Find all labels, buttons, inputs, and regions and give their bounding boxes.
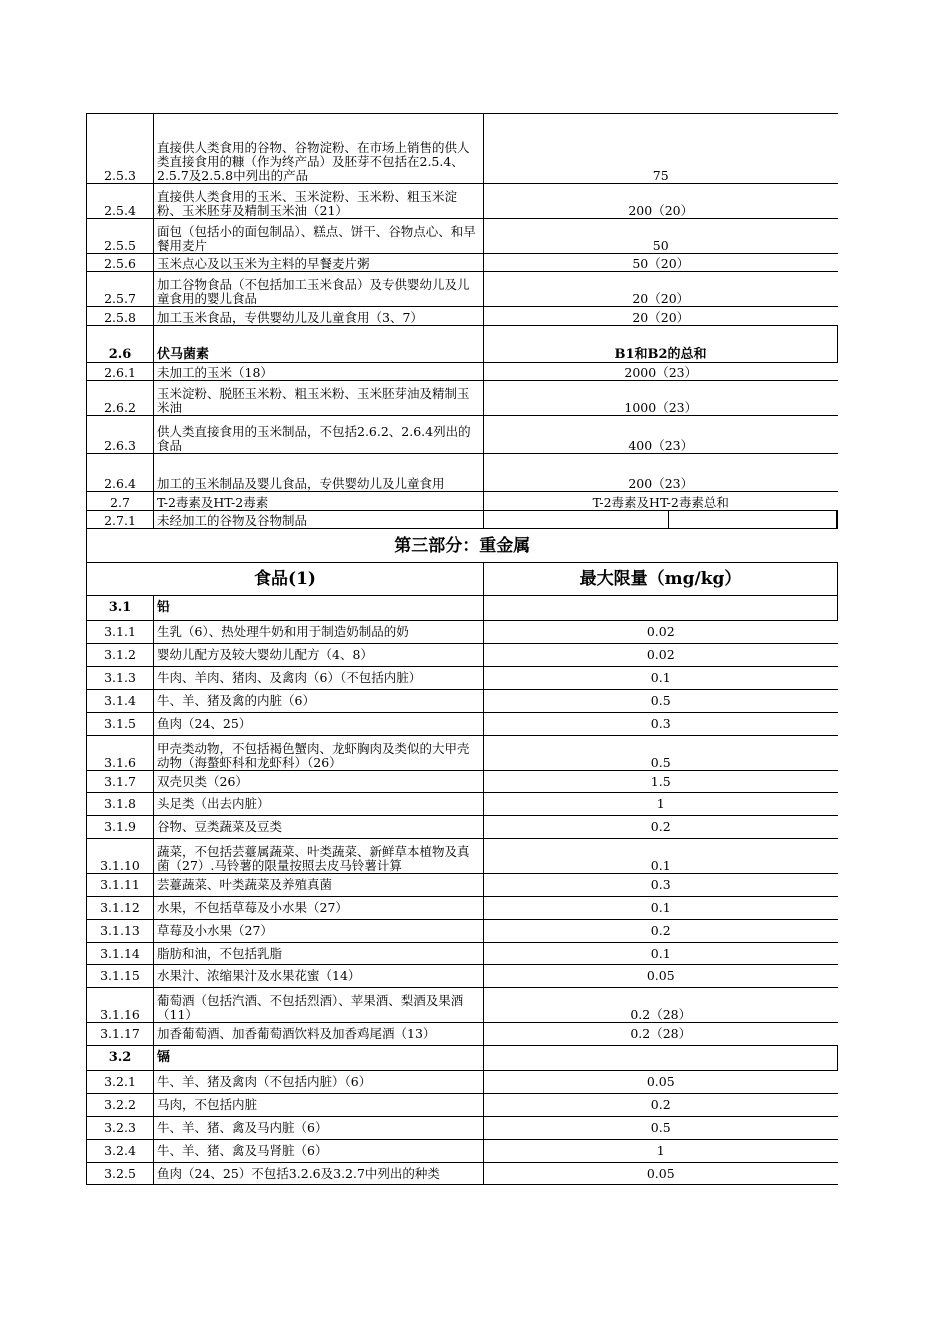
row-value: 0.2 [484,920,838,943]
row-code: 2.6.1 [87,363,154,381]
table-row [87,713,838,736]
table-row [87,943,838,965]
row-code: 3.1.14 [87,943,154,965]
row-value: 200（20） [484,184,838,219]
row-value: 1.5 [484,771,838,793]
table-row [87,307,838,326]
row-code: 3.1.2 [87,644,154,667]
spreadsheet-page [86,113,836,1185]
table-row [87,454,838,492]
row-value: 0.1 [484,839,838,874]
section-title: 伏马菌素 [154,345,484,363]
row-food: 牛、羊、猪及禽的内脏（6） [154,690,484,713]
table-row [87,897,838,920]
row-code: 3.2.3 [87,1117,154,1140]
table-row [87,839,838,874]
table-row [87,771,838,793]
table-row [87,219,838,254]
table-row [87,644,838,667]
row-food: 牛肉、羊肉、猪肉、及禽肉（6）（不包括内脏） [154,667,484,690]
table-row [87,965,838,988]
table-row [87,690,838,713]
row-food: 牛、羊、猪、禽及马肾脏（6） [154,1140,484,1163]
row-code: 3.1.6 [87,736,154,771]
row-value: 0.05 [484,1163,838,1185]
row-value: 0.3 [484,874,838,897]
row-food: 芸薹蔬菜、叶类蔬菜及养殖真菌 [154,874,484,897]
row-food: 加香葡萄酒、加香葡萄酒饮料及加香鸡尾酒（13） [154,1023,484,1046]
spacer-row [87,326,838,345]
row-code: 2.6.4 [87,454,154,492]
row-code: 2.6.3 [87,416,154,454]
row-code: 3.2.1 [87,1071,154,1094]
row-food: 谷物、豆类蔬菜及豆类 [154,816,484,839]
row-value: 0.3 [484,713,838,736]
row-code: 3.1.1 [87,621,154,644]
row-code: 3.1.12 [87,897,154,920]
row-value: 75 [484,114,838,184]
row-value: 0.1 [484,667,838,690]
table-row [87,492,838,511]
header-food: 食品(1) [87,563,484,596]
table-row [87,793,838,816]
row-food: 生乳（6）、热处理牛奶和用于制造奶制品的奶 [154,621,484,644]
row-food: 水果汁、浓缩果汁及水果花蜜（14） [154,965,484,988]
row-food: 未加工的玉米（18） [154,363,484,381]
row-value: 0.05 [484,965,838,988]
table-row [87,363,838,381]
section-title: 铅 [154,596,484,621]
row-code: 3.1.8 [87,793,154,816]
row-value: 1 [484,793,838,816]
table-row [87,272,838,307]
row-code: 3.1.13 [87,920,154,943]
row-value: 1 [484,1140,838,1163]
table-row [87,184,838,219]
row-food: 婴幼儿配方及较大婴幼儿配方（4、8） [154,644,484,667]
row-code: 2.5.8 [87,307,154,326]
row-value: 0.5 [484,736,838,771]
table-row [87,1071,838,1094]
section-title: 镉 [154,1046,484,1071]
section-value: B1和B2的总和 [484,345,838,363]
row-food: 鱼肉（24、25） [154,713,484,736]
row-code: 3.1.7 [87,771,154,793]
row-code: 2.6.2 [87,381,154,416]
table-row [87,736,838,771]
row-code: 3.1.9 [87,816,154,839]
section-row-lead [87,596,838,621]
row-food: 直接供人类食用的玉米、玉米淀粉、玉米粉、粗玉米淀粉、玉米胚芽及精制玉米油（21） [154,184,484,219]
section-code: 2.6 [87,345,154,363]
row-food: 玉米点心及以玉米为主料的早餐麦片粥 [154,254,484,272]
row-value: 0.02 [484,644,838,667]
row-food: 牛、羊、猪及禽肉（不包括内脏）（6） [154,1071,484,1094]
section-code: 3.2 [87,1046,154,1071]
header-row [87,563,838,596]
row-value: 0.05 [484,1071,838,1094]
row-code: 2.5.5 [87,219,154,254]
row-value: 50（20） [484,254,838,272]
table-row [87,1117,838,1140]
row-code: 3.1.15 [87,965,154,988]
row-value: 0.2 [484,816,838,839]
row-code: 3.1.10 [87,839,154,874]
row-value [484,511,838,529]
row-value: 200（23） [484,454,838,492]
row-food: 加工谷物食品（不包括加工玉米食品）及专供婴幼儿及儿童食用的婴儿食品 [154,272,484,307]
row-food: 供人类直接食用的玉米制品，不包括2.6.2、2.6.4列出的食品 [154,416,484,454]
row-value: 0.1 [484,943,838,965]
row-food: 直接供人类食用的谷物、谷物淀粉、在市场上销售的供人类直接食用的糠（作为终产品）及胚芽不包括在2.5.4、2.5.7及2.5.8中列出的产品 [154,114,484,184]
row-code: 2.5.6 [87,254,154,272]
table-row [87,1163,838,1185]
section-row-cadmium [87,1046,838,1071]
row-code: 3.2.4 [87,1140,154,1163]
table-row [87,1023,838,1046]
row-food: 加工玉米食品，专供婴幼儿及儿童食用（3、7） [154,307,484,326]
table-row [87,816,838,839]
row-code: 3.2.2 [87,1094,154,1117]
row-food: T-2毒素及HT-2毒素 [154,492,484,511]
row-food: 鱼肉（24、25）不包括3.2.6及3.2.7中列出的种类 [154,1163,484,1185]
row-food: 脂肪和油，不包括乳脂 [154,943,484,965]
row-food: 加工的玉米制品及婴儿食品，专供婴幼儿及儿童食用 [154,454,484,492]
table-row [87,114,838,184]
value-subcell [484,511,669,528]
row-code: 2.5.4 [87,184,154,219]
table-row [87,667,838,690]
row-food: 头足类（出去内脏） [154,793,484,816]
row-food: 甲壳类动物，不包括褐色蟹肉、龙虾胸肉及类似的大甲壳动物（海螯虾科和龙虾科）（26） [154,736,484,771]
table-row [87,511,838,529]
row-code: 3.1.16 [87,988,154,1023]
row-code: 3.1.11 [87,874,154,897]
row-value: 20（20） [484,307,838,326]
limits-table [86,113,838,1185]
row-value: 1000（23） [484,381,838,416]
table-row [87,254,838,272]
row-value: 0.5 [484,1117,838,1140]
value-subcell [669,511,837,528]
row-food: 水果，不包括草莓及小水果（27） [154,897,484,920]
table-row [87,621,838,644]
table-row [87,874,838,897]
row-value: 400（23） [484,416,838,454]
row-code: 2.5.3 [87,114,154,184]
part-three-title: 第三部分：重金属 [87,529,838,563]
section-row-fumonisin [87,345,838,363]
row-value: 0.1 [484,897,838,920]
row-value: T-2毒素及HT-2毒素总和 [484,492,838,511]
table-row [87,920,838,943]
row-value: 0.5 [484,690,838,713]
row-code: 3.1.5 [87,713,154,736]
row-food: 蔬菜，不包括芸薹属蔬菜、叶类蔬菜、新鲜草本植物及真菌（27）.马铃薯的限量按照去皮马铃薯计算 [154,839,484,874]
row-code: 3.1.17 [87,1023,154,1046]
part-three-title-row [87,529,838,563]
table-row [87,381,838,416]
row-value: 0.2 [484,1094,838,1117]
table-row [87,988,838,1023]
row-code: 3.1.4 [87,690,154,713]
row-food: 草莓及小水果（27） [154,920,484,943]
row-food: 面包（包括小的面包制品）、糕点、饼干、谷物点心、和早餐用麦片 [154,219,484,254]
row-value: 0.2（28） [484,988,838,1023]
section-code: 3.1 [87,596,154,621]
row-code: 3.2.5 [87,1163,154,1185]
row-value: 0.2（28） [484,1023,838,1046]
header-limit: 最大限量（mg/kg） [484,563,838,596]
row-food: 玉米淀粉、脱胚玉米粉、粗玉米粉、玉米胚芽油及精制玉米油 [154,381,484,416]
row-value: 0.02 [484,621,838,644]
table-row [87,1140,838,1163]
row-code: 2.7.1 [87,511,154,529]
row-value: 2000（23） [484,363,838,381]
table-row [87,416,838,454]
row-food: 牛、羊、猪、禽及马内脏（6） [154,1117,484,1140]
row-food: 未经加工的谷物及谷物制品 [154,511,484,529]
table-row [87,1094,838,1117]
row-value: 20（20） [484,272,838,307]
row-food: 葡萄酒（包括汽酒、不包括烈酒）、苹果酒、梨酒及果酒（11） [154,988,484,1023]
row-food: 双壳贝类（26） [154,771,484,793]
row-value: 50 [484,219,838,254]
row-code: 2.5.7 [87,272,154,307]
row-food: 马肉，不包括内脏 [154,1094,484,1117]
row-code: 2.7 [87,492,154,511]
row-code: 3.1.3 [87,667,154,690]
